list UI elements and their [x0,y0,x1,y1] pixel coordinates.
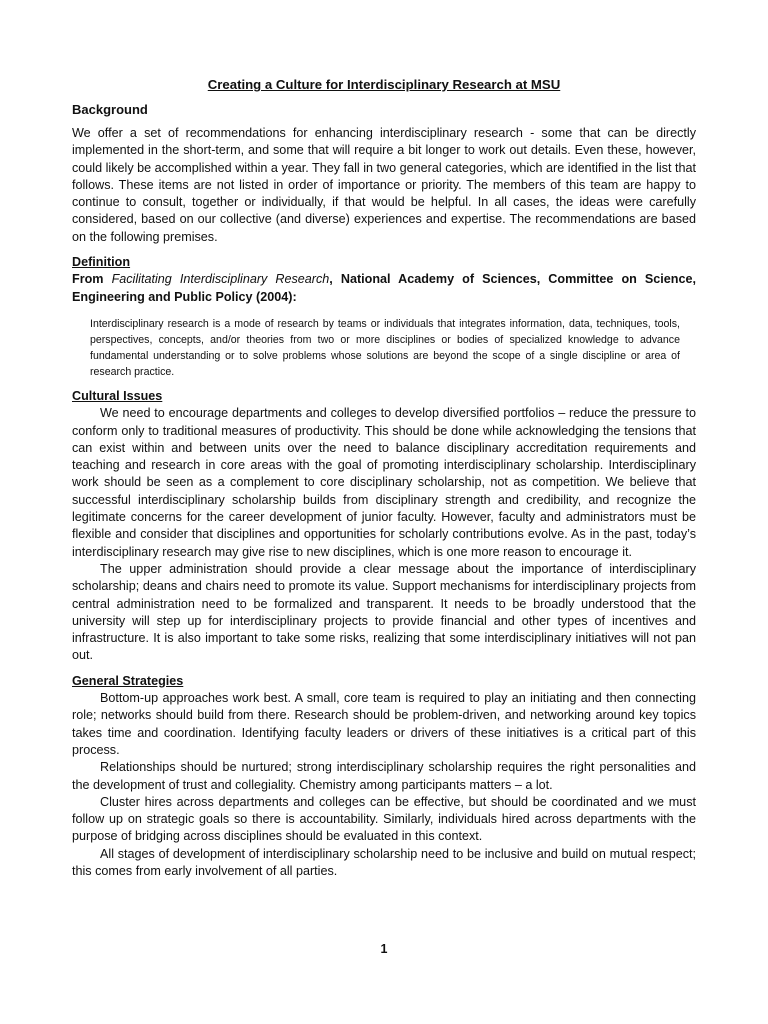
definition-source-rest: , National Academy of Sciences, Committee on Science, Engineering and Public Policy (2004): [72,272,697,304]
general-strategies-paragraph-3: Cluster hires across departments and colleges can be effective, but should be coordinated and we must follow up on strategic goals so there is accountability. Similarly, individuals hired across departments with the purpose of bridging across disciplines should be evaluated in this context. [72,794,696,844]
definition-heading: Definition [72,255,131,270]
definition-from-label: From [72,272,112,287]
page-number: 1 [380,942,388,956]
background-paragraph: We offer a set of recommendations for enhancing interdisciplinary research - some that can be directly implemented in the short-term, and some that will require a bit longer to work out details. Even these, however, could likely be accomplished within a year. They fall in two general categories, which are identified in the list that follows. These items are not listed in order of importance or priority. The members of this team are happy to continue to consult, together or individually, if that would be helpful. In all cases, the ideas were carefully considered, based on our collective (and diverse) experiences and expertise. The recommendations are based on the following premises. [72,126,696,244]
definition-quote: Interdisciplinary research is a mode of research by teams or individuals that integrates information, data, techniques, tools, perspectives, concepts, and/or theories from two or more disciplines or bodies of specialized knowledge to advance fundamental understanding or to solve problems whose solutions are beyond the scope of a single discipline or area of research practice. [90,317,680,378]
general-strategies-paragraph-4: All stages of development of interdisciplinary scholarship need to be inclusive and build on mutual respect; this comes from early involvement of all parties. [72,846,696,878]
document-title: Creating a Culture for Interdisciplinary Research at MSU [207,77,561,92]
definition-source [72,271,696,306]
general-strategies-paragraph-2: Relationships should be nurtured; strong interdisciplinary scholarship requires the right personalities and the development of trust and collegiality. Chemistry among participants matters – a lot. [72,760,696,792]
definition-source-title: Facilitating Interdisciplinary Research [111,272,330,287]
cultural-issues-paragraph-2: The upper administration should provide a clear message about the importance of interdisciplinary scholarship; deans and chairs need to promote its value. Support mechanisms for interdisciplinary projects from central administration need to be formalized and transparent. It needs to be broadly understood that the university will step up for interdisciplinary projects to provide financial and other types of incentives and infrastructure. It is also important to take some risks, realizing that some interdisciplinary initiatives will not pan out. [72,561,696,663]
cultural-issues-paragraph-1: We need to encourage departments and colleges to develop diversified portfolios – reduce the pressure to conform only to traditional measures of productivity. This should be done while acknowledging the tensions that can exist within and between units over the need to balance disciplinary accreditation requirements and teaching and research in core areas with the goal of promoting interdisciplinary scholarship. Interdisciplinary work should be seen as a complement to core disciplinary scholarship, not as competition. We believe that successful interdisciplinary scholarship builds from disciplinary strength and credibility, and recognize the legitimate concerns for the career development of junior faculty. However, faculty and administrators must be flexible and consider that disciplines and opportunities for scholarly contributions evolve. As in the past, today’s interdisciplinary research may give rise to new disciplines, which is one more reason to encourage it. [72,406,696,559]
cultural-issues-heading: Cultural Issues [72,388,163,403]
general-strategies-heading: General Strategies [72,673,184,688]
general-strategies-paragraph-1: Bottom-up approaches work best. A small, core team is required to play an initiating and then connecting role; networks should build from there. Research should be problem-driven, and networking around key topics takes time and coordination. Identifying faculty leaders or drivers of these initiatives is a critical part of this process. [72,691,696,757]
background-heading: Background [72,102,148,117]
